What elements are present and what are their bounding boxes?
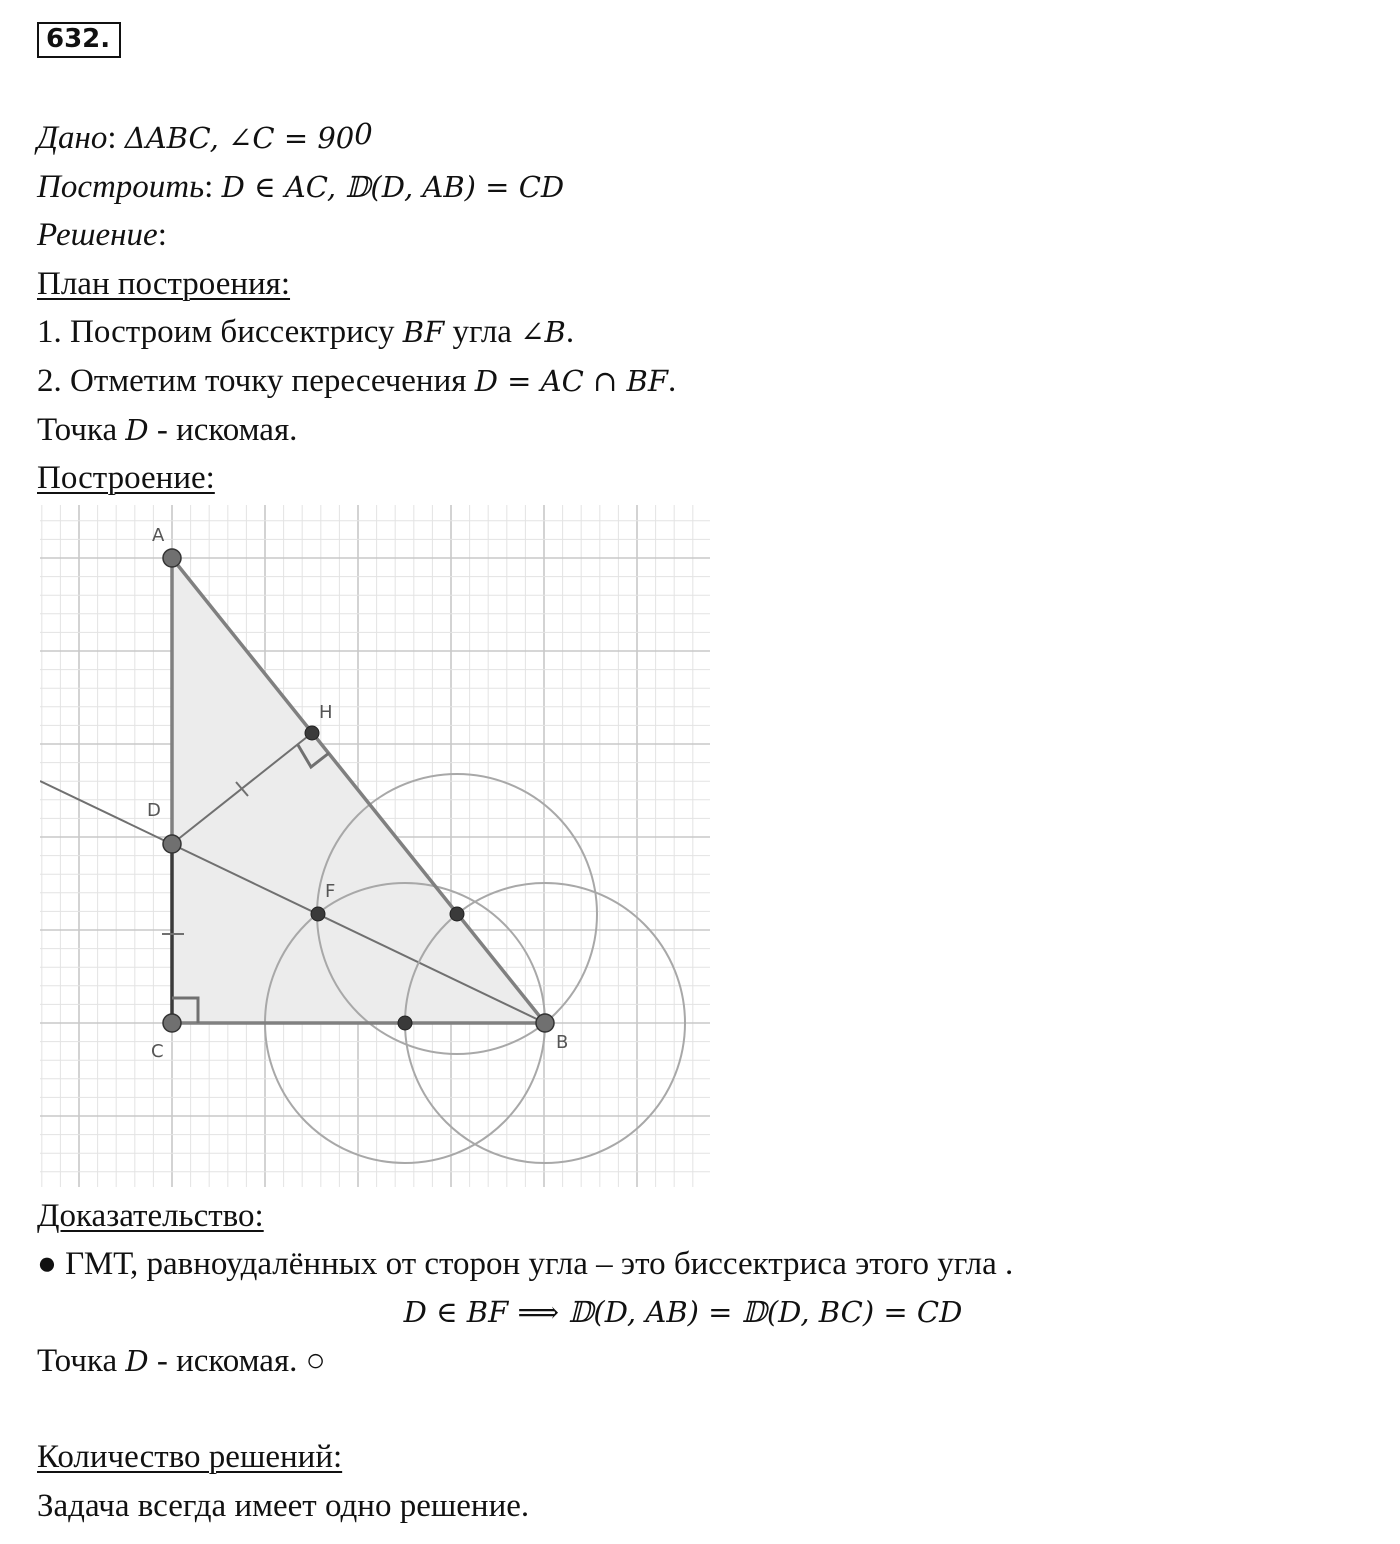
task-number: 632. [37, 22, 121, 58]
proof-result-pre: Точка [37, 1343, 126, 1379]
count-text: Задача всегда имеет одно решение. [37, 1488, 530, 1524]
count-heading: Количество решений: [37, 1439, 343, 1475]
plan-result-post: - искомая. [148, 412, 298, 448]
construction-diagram [40, 505, 710, 1187]
step1-math-bf: BF [402, 315, 445, 349]
proof-bullet: ● ГМТ, равноудалённых от сторон угла – это биссектриса этого угла . [37, 1246, 1014, 1282]
plan-result-pre: Точка [37, 412, 126, 448]
proof-result [37, 1341, 326, 1381]
step1-mid: угла [444, 314, 521, 350]
step2-math: D = AC ∩ BF [474, 364, 668, 398]
proof-heading: Доказательство: [37, 1198, 264, 1234]
plan-heading: План построения: [37, 266, 291, 302]
plan-step-1: 1. Построим биссектрису BF угла ∠B. [37, 314, 575, 350]
build-label: Построить [37, 169, 205, 205]
plan-result [37, 410, 297, 450]
plan-step-2: 2. Отметим точку пересечения D = AC ∩ BF. [37, 363, 677, 399]
given-line: Дано: ΔABC, ∠C = $90^0$ [37, 117, 373, 156]
label-c: C [151, 1041, 164, 1062]
point-cb-circle [398, 1016, 412, 1030]
point-a [163, 549, 181, 567]
step2-text: 2. Отметим точку пересечения [37, 363, 475, 399]
point-c [163, 1014, 181, 1032]
point-b [536, 1014, 554, 1032]
point-d [163, 835, 181, 853]
given-expression: ΔABC, ∠C = 90 [124, 121, 355, 155]
point-h [305, 726, 319, 740]
build-line: Построить: D ∈ AC, 𝔻(D, AB) = CD [37, 169, 565, 205]
proof-result-point: D [125, 1344, 149, 1378]
proof-formula: D ∈ BF ⟹ 𝔻(D, AB) = 𝔻(D, BC) = CD [403, 1295, 963, 1329]
label-f: F [325, 881, 336, 902]
label-d: D [147, 800, 161, 821]
geometry [40, 525, 685, 1163]
proof-formula-row [0, 1292, 1366, 1332]
label-b: B [556, 1032, 569, 1053]
point-ab-circle [450, 907, 464, 921]
step1-text: 1. Построим биссектрису [37, 314, 403, 350]
solution-label: Решение [37, 217, 158, 253]
plan-result-point: D [125, 413, 149, 447]
proof-result-post: - искомая. ○ [148, 1343, 326, 1379]
label-h: H [319, 702, 333, 723]
given-degree: 0 [354, 117, 373, 151]
given-label: Дано [37, 120, 108, 156]
point-f [311, 907, 325, 921]
construction-heading: Построение: [37, 460, 215, 496]
step1-math-angle: ∠B [520, 315, 566, 349]
label-a: A [152, 525, 165, 546]
solution-line: Решение: [37, 217, 167, 253]
build-expression: D ∈ AC, 𝔻(D, AB) = CD [221, 170, 565, 204]
